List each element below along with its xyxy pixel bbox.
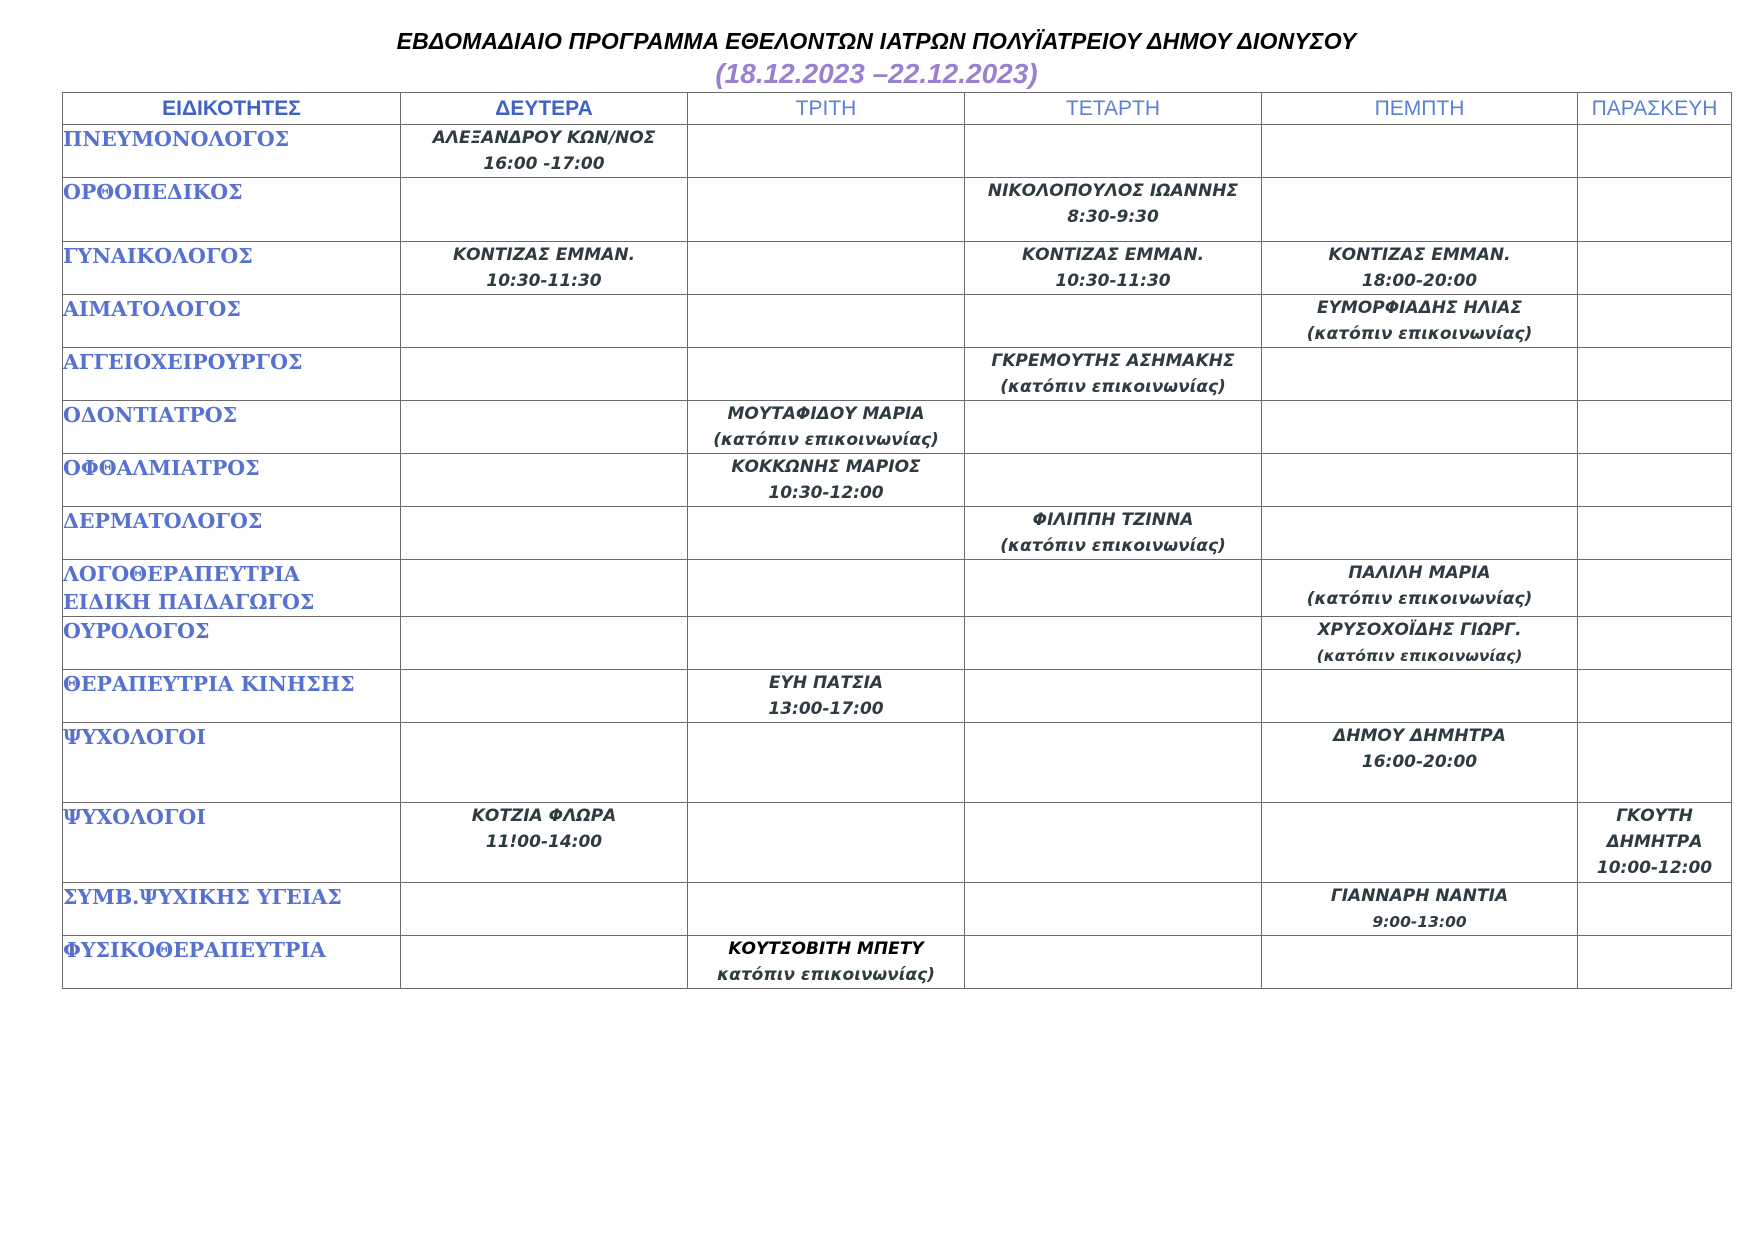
schedule-cell-friday [1578,670,1732,723]
specialty-cell [63,507,401,560]
schedule-cell-friday [1578,936,1732,989]
schedule-table [62,92,1732,989]
schedule-cell-wednesday [965,507,1262,560]
schedule-cell-wednesday [965,348,1262,401]
schedule-detail: 10:00-12:00 [1596,858,1713,878]
specialty-cell [63,723,401,803]
doctor-name: ΜΟΥΤΑΦΙΔΟΥ ΜΑΡΙΑ [727,404,925,424]
specialty-label: ΠΝΕΥΜΟΝΟΛΟΓΟΣ [63,127,290,151]
schedule-detail: (κατόπιν επικοινωνίας) [1306,589,1533,609]
doctor-name: ΓΚΡΕΜΟΥΤΗΣ ΑΣΗΜΑΚΗΣ [991,351,1235,371]
schedule-detail: 18:00-20:00 [1361,271,1478,291]
schedule-cell-monday [401,295,688,348]
schedule-cell-monday [401,178,688,242]
specialty-cell [63,178,401,242]
schedule-detail: κατόπιν επικοινωνίας) [717,965,935,985]
doctor-name: ΓΚΟΥΤΗ [1616,806,1693,826]
schedule-cell-friday [1578,617,1732,670]
schedule-cell-thursday [1262,295,1578,348]
column-header-wednesday: ΤΕΤΑΡΤΗ [965,93,1262,125]
schedule-cell-thursday [1262,401,1578,454]
schedule-detail: 10:30-12:00 [768,483,884,503]
schedule-cell-thursday [1262,936,1578,989]
specialty-cell [63,560,401,617]
specialty-label: ΣΥΜΒ.ΨΥΧΙΚΗΣ ΥΓΕΙΑΣ [63,885,342,909]
specialty-cell [63,125,401,178]
schedule-cell-wednesday [965,242,1262,295]
doctor-name: ΧΡΥΣΟΧΟΪΔΗΣ ΓΙΩΡΓ. [1317,620,1522,640]
schedule-cell-friday [1578,178,1732,242]
page-title: ΕΒΔΟΜΑΔΙΑΙΟ ΠΡΟΓΡΑΜΜΑ ΕΘΕΛΟΝΤΩΝ ΙΑΤΡΩΝ ΠΟΛΥΪΑΤΡΕΙΟΥ ΔΗΜΟΥ ΔΙΟΝΥΣΟΥ [396,28,1357,54]
schedule-cell-tuesday [688,617,965,670]
schedule-cell-tuesday [688,560,965,617]
schedule-detail: 10:30-11:30 [1055,271,1171,291]
date-range: (18.12.2023 –22.12.2023) [715,58,1038,89]
schedule-cell-monday [401,242,688,295]
specialty-label: ΘΕΡΑΠΕΥΤΡΙΑ ΚΙΝΗΣΗΣ [63,672,355,696]
specialty-cell [63,883,401,936]
table-row [63,295,1732,348]
schedule-cell-tuesday [688,670,965,723]
schedule-cell-friday [1578,242,1732,295]
doctor-name: ΦΙΛΙΠΠΗ ΤΖΙΝΝΑ [1032,510,1194,530]
specialty-cell [63,242,401,295]
schedule-cell-friday [1578,723,1732,803]
schedule-cell-wednesday [965,178,1262,242]
schedule-cell-tuesday [688,507,965,560]
specialty-cell [63,670,401,723]
schedule-cell-wednesday [965,723,1262,803]
schedule-cell-monday [401,560,688,617]
specialty-label: ΑΓΓΕΙΟΧΕΙΡΟΥΡΓΟΣ [63,350,303,374]
table-row [63,670,1732,723]
schedule-cell-tuesday [688,454,965,507]
doctor-name: ΚΟΥΤΣΟΒΙΤΗ ΜΠΕΤΥ [728,939,924,959]
schedule-cell-monday [401,125,688,178]
doctor-name: ΚΟΝΤΙΖΑΣ ΕΜΜΑΝ. [1021,245,1205,265]
table-row [63,507,1732,560]
schedule-cell-thursday [1262,883,1578,936]
schedule-cell-tuesday [688,295,965,348]
schedule-cell-thursday [1262,723,1578,803]
table-row [63,936,1732,989]
schedule-cell-thursday [1262,670,1578,723]
schedule-detail: (κατόπιν επικοινωνίας) [1000,536,1226,556]
specialty-cell [63,803,401,883]
doctor-name: ΝΙΚΟΛΟΠΟΥΛΟΣ ΙΩΑΝΝΗΣ [987,181,1239,201]
schedule-detail: (κατόπιν επικοινωνίας) [1000,377,1226,397]
table-row [63,348,1732,401]
schedule-cell-monday [401,883,688,936]
schedule-detail: 16:00 -17:00 [483,154,605,174]
doctor-name: ΕΥΗ ΠΑΤΣΙΑ [768,673,884,693]
specialty-label: ΔΕΡΜΑΤΟΛΟΓΟΣ [63,509,263,533]
doctor-name: ΚΟΝΤΙΖΑΣ ΕΜΜΑΝ. [1328,245,1511,265]
specialty-label: ΟΔΟΝΤΙΑΤΡΟΣ [63,403,238,427]
schedule-cell-wednesday [965,936,1262,989]
table-row [63,617,1732,670]
schedule-cell-tuesday [688,936,965,989]
schedule-cell-monday [401,617,688,670]
specialty-cell [63,617,401,670]
schedule-detail: (κατόπιν επικοινωνίας) [713,430,939,450]
table-row [63,723,1732,803]
schedule-cell-thursday [1262,617,1578,670]
table-row [63,454,1732,507]
specialty-label: ΑΙΜΑΤΟΛΟΓΟΣ [63,297,241,321]
doctor-name: ΕΥΜΟΡΦΙΑΔΗΣ ΗΛΙΑΣ [1316,298,1523,318]
specialty-label: ΛΟΓΟΘΕΡΑΠΕΥΤΡΙΑ [63,562,300,586]
table-row [63,125,1732,178]
schedule-cell-tuesday [688,723,965,803]
table-row [63,803,1732,883]
schedule-cell-monday [401,454,688,507]
schedule-cell-friday [1578,560,1732,617]
table-row [63,883,1732,936]
column-header-tuesday: ΤΡΙΤΗ [688,93,965,125]
schedule-cell-tuesday [688,242,965,295]
doctor-name: ΚΟΤΖΙΑ ΦΛΩΡΑ [471,806,617,826]
schedule-cell-tuesday [688,883,965,936]
specialty-label: ΓΥΝΑΙΚΟΛΟΓΟΣ [63,244,253,268]
schedule-cell-wednesday [965,560,1262,617]
schedule-detail: 8:30-9:30 [1067,207,1159,227]
schedule-cell-monday [401,401,688,454]
schedule-cell-friday [1578,295,1732,348]
schedule-cell-monday [401,723,688,803]
schedule-cell-monday [401,348,688,401]
schedule-detail: 10:30-11:30 [486,271,602,291]
doctor-name: ΑΛΕΞΑΝΔΡΟΥ ΚΩΝ/ΝΟΣ [432,128,656,148]
table-row [63,560,1732,617]
schedule-cell-friday [1578,507,1732,560]
schedule-detail: 11!00-14:00 [485,832,603,852]
doctor-name: ΠΑΛΙΛΗ ΜΑΡΙΑ [1348,563,1491,583]
schedule-cell-wednesday [965,401,1262,454]
schedule-detail: 9:00-13:00 [1372,913,1467,931]
specialty-label: ΨΥΧΟΛΟΓΟΙ [63,805,206,829]
specialty-cell [63,295,401,348]
doctor-name: ΚΟΝΤΙΖΑΣ ΕΜΜΑΝ. [452,245,636,265]
specialty-label: ΟΡΘΟΠΕΔΙΚΟΣ [63,180,243,204]
schedule-cell-thursday [1262,507,1578,560]
schedule-cell-wednesday [965,803,1262,883]
schedule-detail: (κατόπιν επικοινωνίας) [1316,647,1523,665]
column-header-specialties: ΕΙΔΙΚΟΤΗΤΕΣ [63,93,401,125]
schedule-cell-wednesday [965,883,1262,936]
schedule-cell-thursday [1262,348,1578,401]
schedule-cell-tuesday [688,401,965,454]
schedule-cell-monday [401,936,688,989]
header-row [63,93,1732,125]
schedule-cell-tuesday [688,125,965,178]
doctor-name: ΓΙΑΝΝΑΡΗ ΝΑΝΤΙΑ [1330,886,1509,906]
schedule-detail: (κατόπιν επικοινωνίας) [1306,324,1533,344]
schedule-cell-thursday [1262,803,1578,883]
schedule-cell-thursday [1262,125,1578,178]
schedule-cell-tuesday [688,178,965,242]
column-header-monday: ΔΕΥΤΕΡΑ [401,93,688,125]
schedule-cell-friday [1578,454,1732,507]
schedule-cell-friday [1578,401,1732,454]
specialty-cell [63,401,401,454]
table-row [63,401,1732,454]
specialty-label: ΟΦΘΑΛΜΙΑΤΡΟΣ [63,456,260,480]
schedule-detail: 16:00-20:00 [1361,752,1478,772]
schedule-cell-friday [1578,883,1732,936]
schedule-cell-thursday [1262,178,1578,242]
schedule-detail: 13:00-17:00 [768,699,884,719]
schedule-cell-wednesday [965,295,1262,348]
table-row [63,242,1732,295]
schedule-cell-monday [401,670,688,723]
schedule-cell-wednesday [965,670,1262,723]
column-header-friday: ΠΑΡΑΣΚΕΥΗ [1578,93,1732,125]
schedule-cell-thursday [1262,242,1578,295]
schedule-cell-thursday [1262,454,1578,507]
schedule-cell-thursday [1262,560,1578,617]
table-row [63,178,1732,242]
schedule-cell-wednesday [965,125,1262,178]
schedule-cell-friday [1578,125,1732,178]
schedule-cell-monday [401,803,688,883]
specialty-cell [63,454,401,507]
specialty-cell [63,936,401,989]
schedule-cell-tuesday [688,803,965,883]
schedule-detail: ΔΗΜΗΤΡΑ [1606,832,1703,852]
doctor-name: ΔΗΜΟΥ ΔΗΜΗΤΡΑ [1333,726,1506,746]
schedule-cell-wednesday [965,454,1262,507]
schedule-cell-friday [1578,803,1732,883]
specialty-label: ΨΥΧΟΛΟΓΟΙ [63,725,206,749]
schedule-cell-friday [1578,348,1732,401]
specialty-label: ΟΥΡΟΛΟΓΟΣ [63,619,210,643]
schedule-cell-wednesday [965,617,1262,670]
schedule-cell-tuesday [688,348,965,401]
doctor-name: ΚΟΚΚΩΝΗΣ ΜΑΡΙΟΣ [731,457,921,477]
schedule-cell-monday [401,507,688,560]
specialty-label: ΕΙΔΙΚΗ ΠΑΙΔΑΓΩΓΟΣ [63,590,315,614]
specialty-label: ΦΥΣΙΚΟΘΕΡΑΠΕΥΤΡΙΑ [63,938,326,962]
specialty-cell [63,348,401,401]
column-header-thursday: ΠΕΜΠΤΗ [1262,93,1578,125]
